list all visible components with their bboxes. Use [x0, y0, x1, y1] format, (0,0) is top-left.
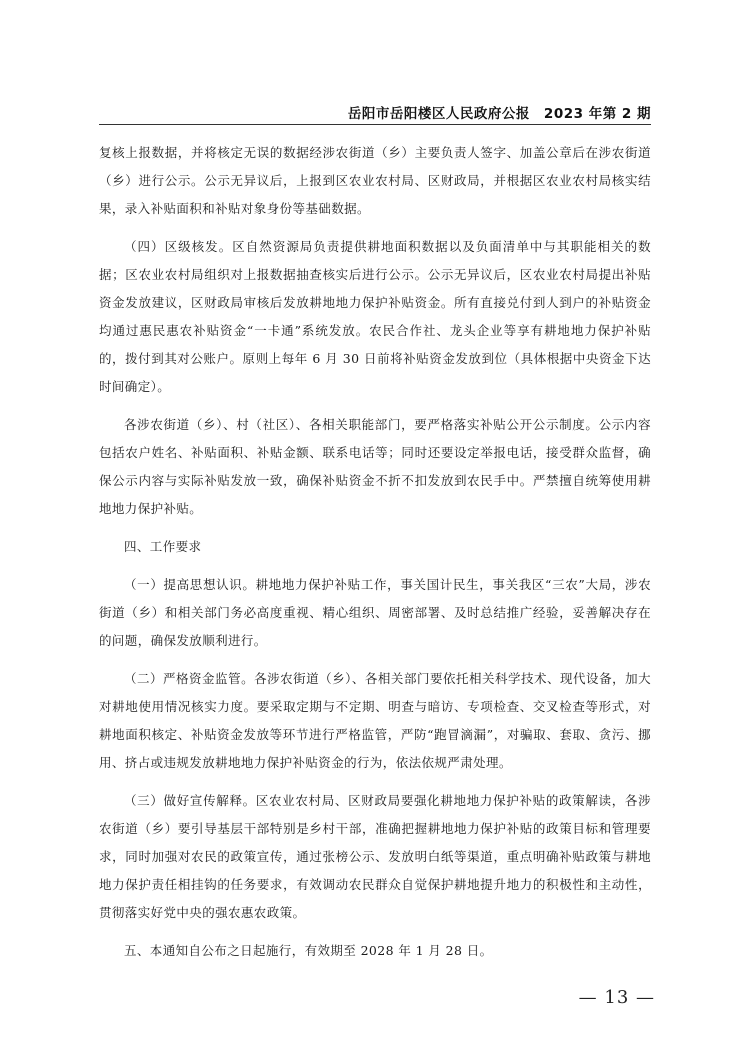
document-body — [99, 139, 651, 965]
paragraph-publicity: （三）做好宣传解释。区农业农村局、区财政局要强化耕地地力保护补贴的政策解读，各涉农街道（乡）要引导基层干部特别是乡村干部，准确把握耕地地力保护补贴的政策目标和管理要求，同时加强对农民的政策宣传，通过张榜公示、发放明白纸等渠道，重点明确补贴政策与耕地地力保护责任相挂钩的任务要求，有效调动农民群众自觉保护耕地提升地力的积极性和主动性，贯彻落实好党中央的强农惠农政策。 — [99, 793, 651, 920]
paragraph-public-notice: 各涉农街道（乡）、村（社区）、各相关职能部门，要严格落实补贴公开公示制度。公示内容包括农户姓名、补贴面积、补贴金额、联系电话等；同时还要设定举报电话，接受群众监督，确保公示内容与实际补贴发放一致，确保补贴资金不折不扣发放到农民手中。严禁擅自统筹使用耕地地力保护补贴。 — [99, 417, 651, 516]
header-rule — [99, 124, 651, 125]
paragraph-awareness: （一）提高思想认识。耕地地力保护补贴工作，事关国计民生，事关我区“三农”大局，涉农街道（乡）和相关部门务必高度重视、精心组织、周密部署、及时总结推广经验，妥善解决存在的问题，确保发放顺利进行。 — [99, 577, 651, 648]
gazette-header: 岳阳市岳阳楼区人民政府公报 2023 年第 2 期 — [347, 106, 651, 122]
page-number: — 13 — — [578, 987, 655, 1008]
paragraph-fund-supervision: （二）严格资金监管。各涉农街道（乡）、各相关部门要依托相关科学技术、现代设备，加大对耕地使用情况核实力度。要采取定期与不定期、明查与暗访、专项检查、交叉检查等形式，对耕地面积核定、补贴资金发放等环节进行严格监管，严防“跑冒滴漏”，对骗取、套取、贪污、挪用、挤占或违规发放耕地地力保护补贴资金的行为，依法依规严肃处理。 — [99, 671, 651, 770]
paragraph-continuation: 复核上报数据，并将核定无误的数据经涉农街道（乡）主要负责人签字、加盖公章后在涉农街道（乡）进行公示。公示无异议后，上报到区农业农村局、区财政局，并根据区农业农村局核实结果，录入补贴面积和补贴对象身份等基础数据。 — [99, 145, 651, 216]
section-heading-work-requirements: 四、工作要求 — [124, 539, 202, 554]
paragraph-district-issuance: （四）区级核发。区自然资源局负责提供耕地面积数据以及负面清单中与其职能相关的数据；区农业农村局组织对上报数据抽查核实后进行公示。公示无异议后，区农业农村局提出补贴资金发放建议，区财政局审核后发放耕地地力保护补贴资金。所有直接兑付到人到户的补贴资金均通过惠民惠农补贴资金“一卡通”系统发放。农民合作社、龙头企业等享有耕地地力保护补贴的，拨付到其对公账户。原则上每年 6 月 30 日前将补贴资金发放到位（具体根据中央资金下达时间确定）。 — [99, 239, 651, 394]
paragraph-effective-date: 五、本通知自公布之日起施行，有效期至 2028 年 1 月 28 日。 — [124, 943, 493, 958]
